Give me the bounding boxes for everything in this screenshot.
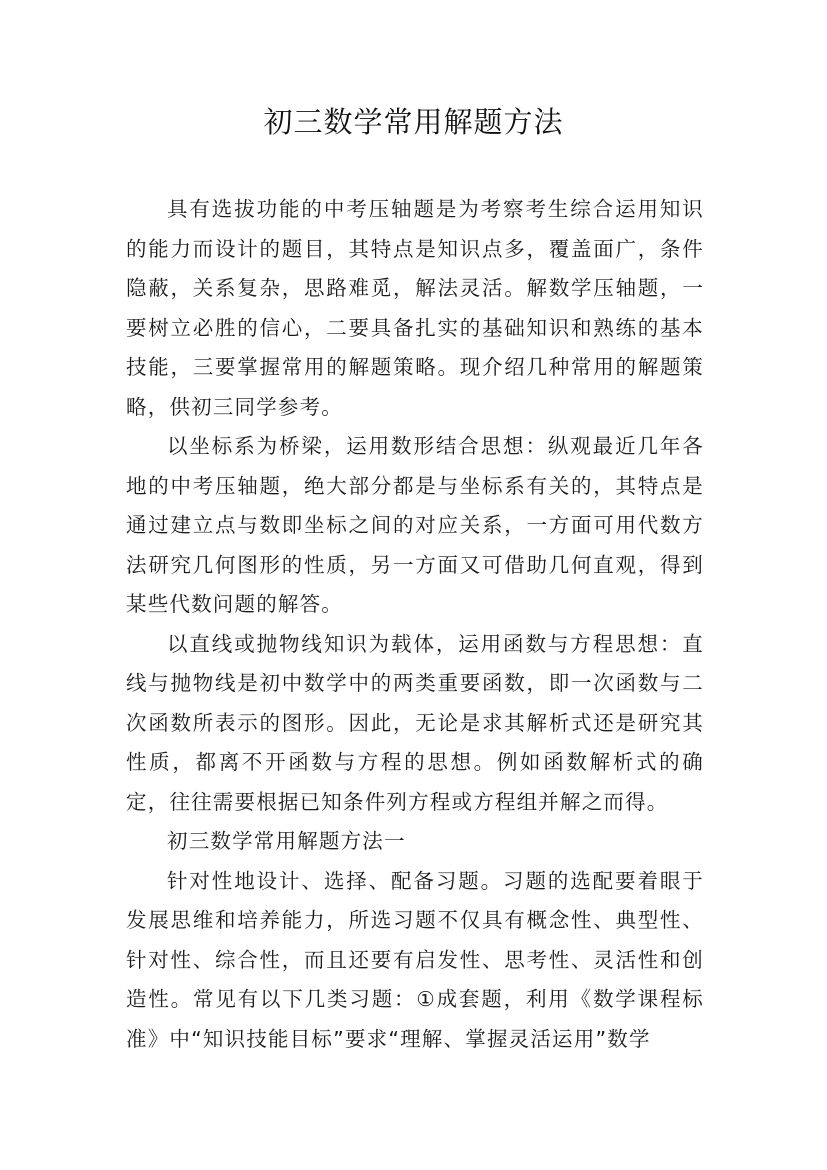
- document-body: [126, 190, 704, 1059]
- section-heading-method-one: 初三数学常用解题方法一: [167, 829, 406, 853]
- paragraph-intro: 具有选拔功能的中考压轴题是为考察考生综合运用知识的能力而设计的题目，其特点是知识点多，覆盖面广，条件隐蔽，关系复杂，思路难觅，解法灵活。解数学压轴题，一要树立必胜的信心，二要具备扎实的基础知识和熟练的基本技能，三要掌握常用的解题策略。现介绍几种常用的解题策略，供初三同学参考。: [126, 197, 704, 419]
- paragraph-function-strategy: 以直线或抛物线知识为载体，运用函数与方程思想：直线与抛物线是初中数学中的两类重要函数，即一次函数与二次函数所表示的图形。因此，无论是求其解析式还是研究其性质，都离不开函数与方程的思想。例如函数解析式的确定，往往需要根据已知条件列方程或方程组并解之而得。: [126, 631, 704, 814]
- document-title: 初三数学常用解题方法: [263, 105, 564, 139]
- paragraph-exercise-design: 针对性地设计、选择、配备习题。习题的选配要着眼于发展思维和培养能力，所选习题不仅具有概念性、典型性、针对性、综合性，而且还要有启发性、思考性、灵活性和创造性。常见有以下几类习题：①成套题，利用《数学课程标准》中“知识技能目标”要求“理解、掌握灵活运用”数学: [126, 868, 704, 1051]
- paragraph-coordinate-strategy: 以坐标系为桥梁，运用数形结合思想：纵观最近几年各地的中考压轴题，绝大部分都是与坐标系有关的，其特点是通过建立点与数即坐标之间的对应关系，一方面可用代数方法研究几何图形的性质，另一方面又可借助几何直观，得到某些代数问题的解答。: [126, 434, 704, 616]
